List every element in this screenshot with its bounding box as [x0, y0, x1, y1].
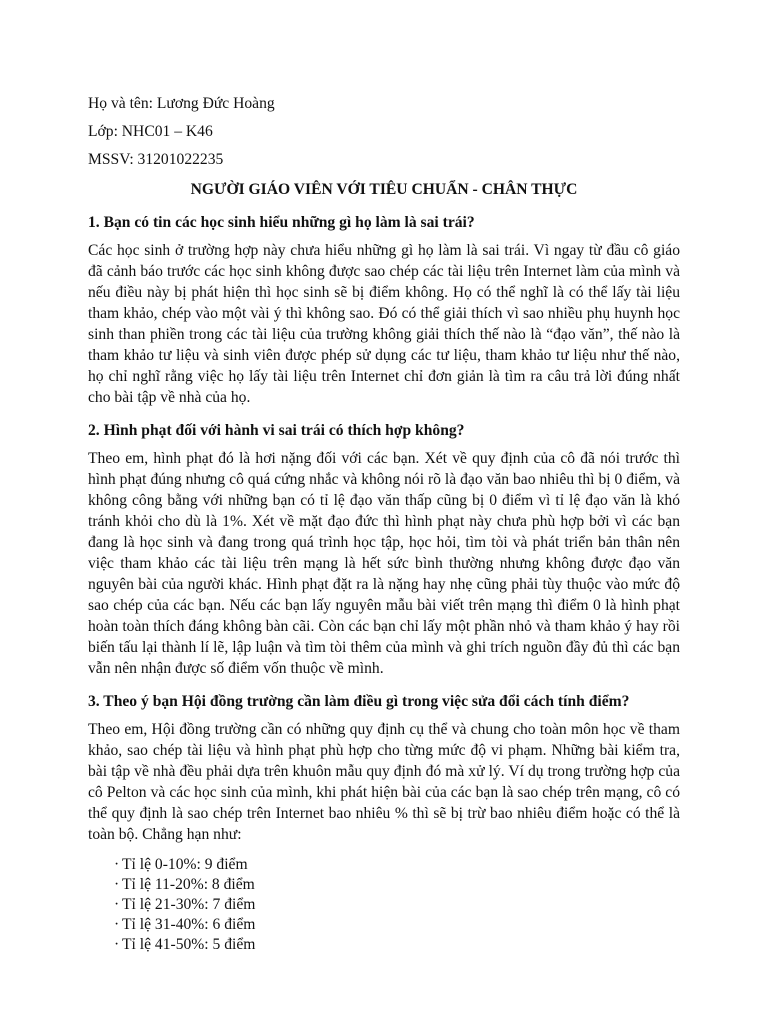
bullet-marker: ·	[114, 916, 120, 933]
list-item-text: Tỉ lệ 31-40%: 6 điểm	[122, 916, 256, 933]
list-item-text: Tỉ lệ 11-20%: 8 điểm	[122, 876, 255, 893]
bullet-marker: ·	[114, 936, 120, 953]
student-class: Lớp: NHC01 – K46	[88, 123, 213, 140]
list-item-text: Tỉ lệ 21-30%: 7 điểm	[122, 896, 256, 913]
answer-2: Theo em, hình phạt đó là hơi nặng đối với các bạn. Xét về quy định của cô đã nói trước thì hình phạt đúng nhưng cô quá cứng nhắc và không nói rõ là đạo văn bao nhiêu thì bị 0 điểm, và không công bằng với những bạn có tỉ lệ đạo văn thấp cũng bị 0 điểm vì tỉ lệ đạo văn là khó tránh khỏi cho dù là 1%. Xét về mặt đạo đức thì hình phạt này chưa phù hợp bởi vì các bạn đang là học sinh và đang trong quá trình học tập, học hỏi, tìm tòi và phát triển bản thân nên việc tham khảo các tài liệu trên mạng là hết sức bình thường nhưng không được đạo văn nguyên bài của người khác. Hình phạt đặt ra là nặng hay nhẹ cũng phải tùy thuộc vào mức độ sao chép của các bạn. Nếu các bạn lấy nguyên mẫu bài viết trên mạng thì điểm 0 là hình phạt hoàn toàn thích đáng không bàn cãi. Còn các bạn chỉ lấy một phần nhỏ và tham khảo ý hay rồi biến tấu lại thành lí lẽ, lập luận và tìm tòi thêm của mình và ghi trích nguồn đầy đủ thì các bạn vẫn nên nhận được số điểm vốn thuộc về mình.	[88, 450, 680, 677]
question-3: 3. Theo ý bạn Hội đồng trường cần làm điều gì trong việc sửa đổi cách tính điểm?	[88, 693, 630, 710]
list-item-text: Tỉ lệ 0-10%: 9 điểm	[122, 856, 248, 873]
bullet-marker: ·	[114, 896, 120, 913]
score-list	[88, 855, 680, 955]
question-2: 2. Hình phạt đối với hành vi sai trái có thích hợp không?	[88, 422, 465, 439]
bullet-marker: ·	[114, 856, 120, 873]
list-item	[114, 915, 680, 935]
answer-3: Theo em, Hội đồng trường cần có những quy định cụ thể và chung cho toàn môn học về tham khảo, sao chép tài liệu và hình phạt phù hợp cho từng mức độ vi phạm. Những bài kiểm tra, bài tập về nhà đều phải dựa trên khuôn mẫu quy định đó mà xử lý. Ví dụ trong trường hợp của cô Pelton và các học sinh của mình, khi phát hiện bài của các bạn là sao chép trên mạng, cô có thể quy định là sao chép trên Internet bao nhiêu % thì sẽ bị trừ bao nhiêu điểm hoặc có thể là toàn bộ. Chẳng hạn như:	[88, 721, 680, 843]
document-title: NGƯỜI GIÁO VIÊN VỚI TIÊU CHUẨN - CHÂN THỰC	[190, 181, 578, 198]
list-item	[114, 935, 680, 955]
question-1: 1. Bạn có tin các học sinh hiểu những gì họ làm là sai trái?	[88, 214, 475, 231]
list-item	[114, 855, 680, 875]
list-item	[114, 895, 680, 915]
student-name: Họ và tên: Lương Đức Hoàng	[88, 95, 275, 112]
document-page	[88, 90, 680, 955]
bullet-marker: ·	[114, 876, 120, 893]
list-item	[114, 875, 680, 895]
student-id: MSSV: 31201022235	[88, 151, 224, 168]
list-item-text: Tỉ lệ 41-50%: 5 điểm	[122, 936, 256, 953]
answer-1: Các học sinh ở trường hợp này chưa hiểu những gì họ làm là sai trái. Vì ngay từ đầu cô giáo đã cảnh báo trước các học sinh không được sao chép các tài liệu trên Internet làm của mình và nếu điều này bị phát hiện thì học sinh sẽ bị điểm không. Họ có thể nghĩ là có thể lấy tài liệu tham khảo, chép vào một vài ý thì không sao. Đó có thể giải thích vì sao nhiều phụ huynh học sinh than phiền trong các tài liệu của trường không giải thích thế nào là “đạo văn”, thế nào là tham khảo tư liệu và sinh viên được phép sử dụng các tư liệu, tham khảo tư liệu như thế nào, họ chỉ nghĩ rằng việc họ lấy tài liệu trên Internet chỉ đơn giản là tìm ra câu trả lời đúng nhất cho bài tập về nhà của họ.	[88, 242, 680, 406]
